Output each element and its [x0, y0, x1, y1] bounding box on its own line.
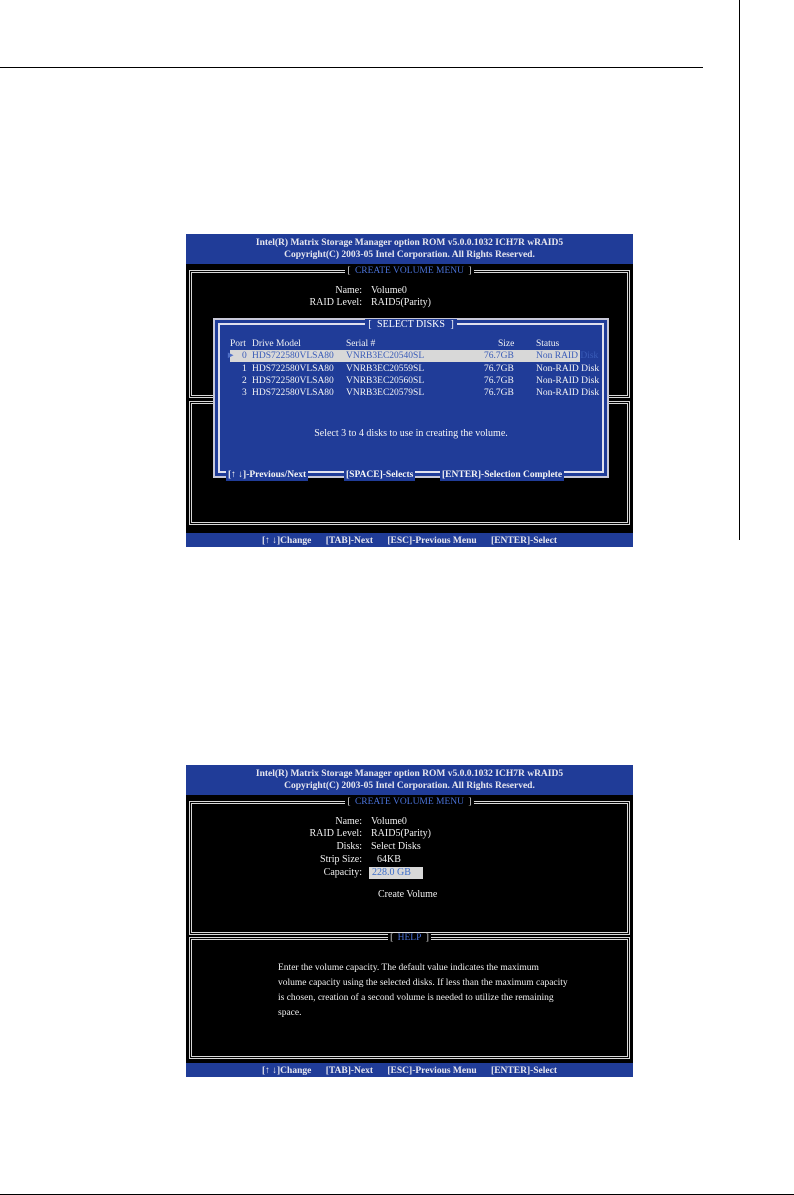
name-label: Name:: [335, 816, 362, 827]
space-select-hint: [SPACE]-Selects: [346, 470, 414, 480]
help-text: Enter the volume capacity. The default value indicates the maximum volume capacity using the selected disks. If less than the maximum capacity is chosen, creation of a second volume is needed to utilize the remaining space.: [278, 963, 568, 1018]
header-copyright: Copyright(C) 2003-05 Intel Corporation. All Rights Reserved.: [284, 781, 535, 791]
footer-change-hint: [↑ ↓]Change: [261, 536, 312, 546]
disks-value[interactable]: Select Disks: [371, 841, 421, 852]
page-side-rule: [739, 0, 740, 540]
capacity-input[interactable]: 228.0 GB: [369, 867, 423, 879]
disk-size: 76.7GB: [484, 364, 514, 374]
disk-size: 76.7GB: [484, 388, 514, 398]
create-volume-screenshot: [186, 765, 633, 1077]
footer-previous-hint: [ESC]-Previous Menu: [387, 1066, 477, 1076]
help-title: [ HELP ]: [390, 933, 429, 943]
footer-next-hint: [TAB]-Next: [325, 1066, 374, 1076]
disk-size: 76.7GB: [484, 376, 514, 386]
prev-next-hint: [↑ ↓]-Previous/Next: [228, 470, 307, 480]
header-copyright: Copyright(C) 2003-05 Intel Corporation. All Rights Reserved.: [284, 250, 535, 260]
selection-marker-icon: ►: [226, 351, 236, 361]
bios-header: [186, 234, 633, 264]
select-disks-hint: Select 3 to 4 disks to use in creating the volume.: [314, 428, 508, 439]
bios-footer: [186, 533, 633, 547]
footer-change-hint: [↑ ↓]Change: [261, 1066, 312, 1076]
header-title: Intel(R) Matrix Storage Manager option ROM v5.0.0.1032 ICH7R wRAID5: [255, 769, 564, 779]
strip-size-value[interactable]: 64KB: [377, 854, 401, 865]
disk-model: HDS722580VLSA80: [252, 364, 334, 374]
raid-level-label: RAID Level:: [309, 297, 362, 308]
disk-port: 1: [242, 364, 247, 374]
name-value[interactable]: Volume0: [371, 285, 407, 296]
create-volume-button[interactable]: Create Volume: [378, 889, 438, 900]
bios-header: [186, 765, 633, 795]
col-status: Status: [536, 339, 560, 349]
disk-table-header: [230, 338, 580, 350]
disk-port: 0: [242, 351, 247, 361]
select-disks-dialog: [213, 318, 609, 478]
col-port: Port: [230, 339, 246, 349]
disk-status: Non-RAID Disk: [536, 376, 600, 386]
disk-port: 3: [242, 388, 247, 398]
bios-footer: [186, 1063, 633, 1077]
page-top-rule: [0, 67, 703, 68]
disk-row[interactable]: [230, 363, 600, 375]
raid-level-value[interactable]: RAID5(Parity): [371, 828, 431, 839]
disk-serial: VNRB3EC20560SL: [346, 376, 425, 386]
disk-model: HDS722580VLSA80: [252, 388, 334, 398]
footer-select-hint: [ENTER]-Select: [491, 536, 558, 546]
disk-serial: VNRB3EC20559SL: [346, 364, 425, 374]
disk-size: 76.7GB: [484, 351, 514, 361]
disk-model: HDS722580VLSA80: [252, 351, 334, 361]
name-value[interactable]: Volume0: [371, 816, 407, 827]
select-disks-dialog-border: [218, 319, 604, 480]
disk-status: Non-RAID Disk: [536, 388, 600, 398]
disk-model: HDS722580VLSA80: [252, 376, 334, 386]
disk-serial: VNRB3EC20579SL: [346, 388, 425, 398]
disk-row[interactable]: [230, 387, 600, 399]
capacity-label: Capacity:: [323, 867, 362, 878]
disk-status: Non RAID Disk: [536, 351, 599, 361]
disk-status: Non-RAID Disk: [536, 364, 600, 374]
raid-level-value[interactable]: RAID5(Parity): [371, 297, 431, 308]
disk-row[interactable]: [230, 375, 600, 387]
footer-previous-hint: [ESC]-Previous Menu: [387, 536, 477, 546]
strip-size-label: Strip Size:: [320, 854, 362, 865]
col-serial: Serial #: [346, 339, 376, 349]
select-disks-screenshot: [186, 234, 633, 547]
col-size: Size: [498, 339, 515, 349]
create-volume-menu-title: [ CREATE VOLUME MENU ]: [347, 266, 472, 276]
footer-select-hint: [ENTER]-Select: [491, 1066, 558, 1076]
enter-complete-hint: [ENTER]-Selection Complete: [442, 470, 563, 480]
create-volume-menu-title: [ CREATE VOLUME MENU ]: [347, 797, 472, 807]
disk-serial: VNRB3EC20540SL: [346, 351, 425, 361]
disk-row[interactable]: [226, 350, 599, 362]
footer-next-hint: [TAB]-Next: [325, 536, 374, 546]
col-drive-model: Drive Model: [252, 339, 301, 349]
disk-port: 2: [242, 376, 247, 386]
select-disks-title: [ SELECT DISKS ]: [220, 319, 602, 331]
name-label: Name:: [335, 285, 362, 296]
header-title: Intel(R) Matrix Storage Manager option ROM v5.0.0.1032 ICH7R wRAID5: [255, 238, 564, 248]
raid-level-label: RAID Level:: [309, 828, 362, 839]
disks-label: Disks:: [336, 841, 362, 852]
